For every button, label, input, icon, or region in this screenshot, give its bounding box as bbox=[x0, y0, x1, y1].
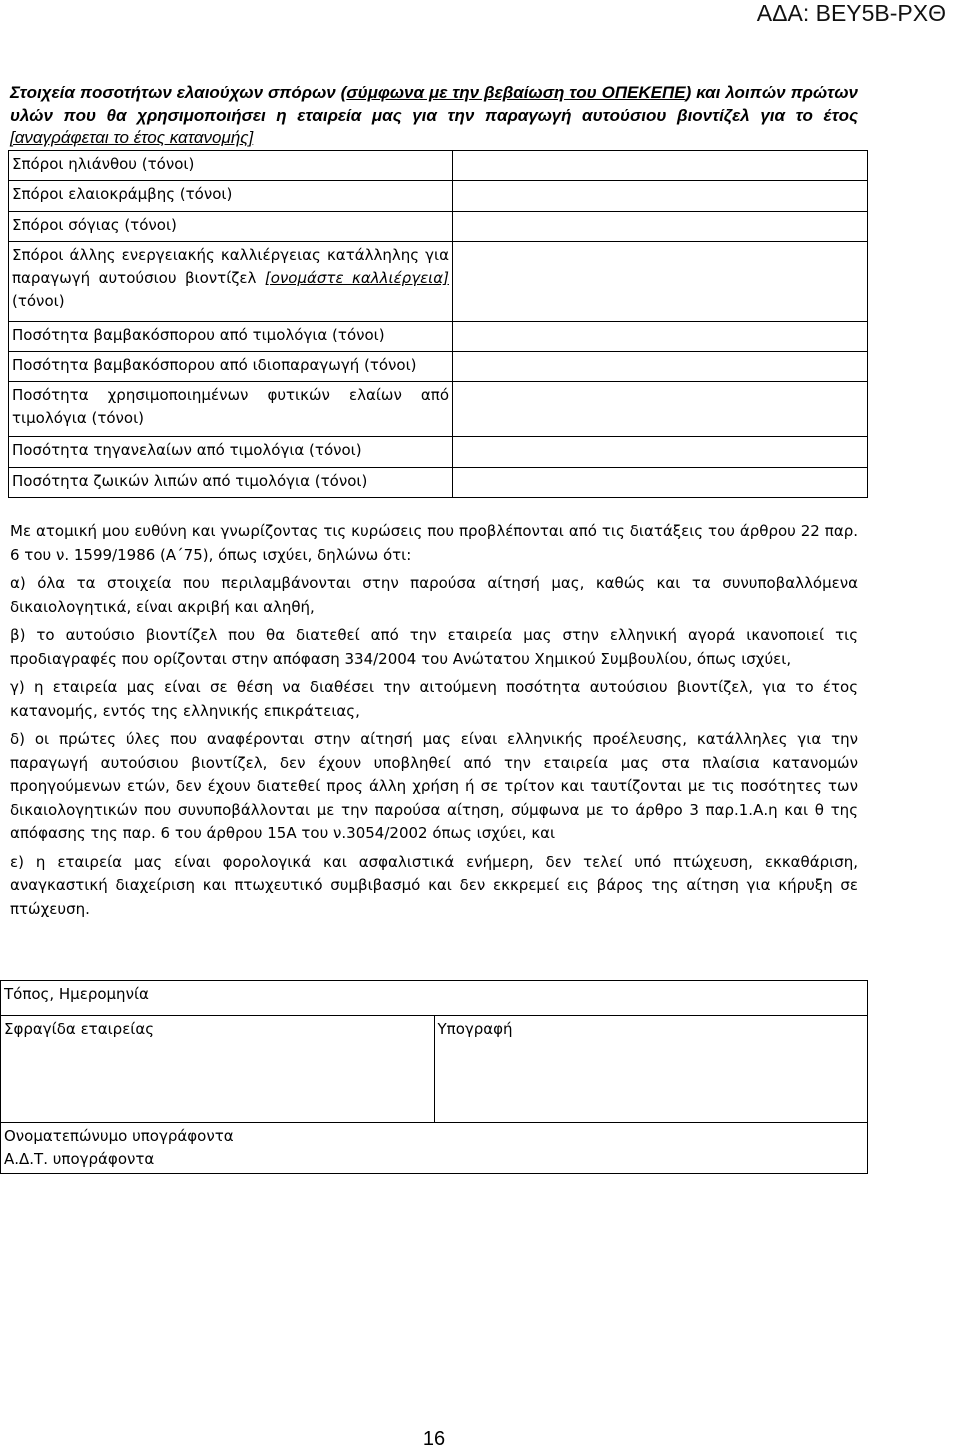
declaration-intro: Με ατομική μου ευθύνη και γνωρίζοντας τις κυρώσεις που προβλέπονται από τις διατάξεις του άρθρου 22 παρ. 6 του ν. 1599/1986 (Α΄75), όπως ισχύει, δηλώνω ότι: bbox=[10, 522, 858, 564]
value-cell[interactable] bbox=[453, 181, 868, 211]
row-label bbox=[9, 241, 453, 321]
row-label: Ποσότητα ζωικών λιπών από τιμολόγια (τόνοι) bbox=[9, 467, 453, 497]
heading-underlined: σύμφωνα με την βεβαίωση του ΟΠΕΚΕΠΕ bbox=[346, 83, 686, 102]
row-label: Ποσότητα χρησιμοποιημένων φυτικών ελαίων από τιμολόγια (τόνοι) bbox=[9, 382, 453, 437]
table-row bbox=[9, 321, 868, 351]
table-row bbox=[9, 352, 868, 382]
heading-part2: ) και λοιπών πρώτων υλών που θα χρησιμοποιήσει η εταιρεία μας για την παραγωγή αυτούσιου βιοντίζελ για το έτος bbox=[10, 83, 858, 125]
place-date-label: Τόπος, Ημερομηνία bbox=[4, 985, 149, 1003]
table-row bbox=[1, 1123, 868, 1174]
value-cell[interactable] bbox=[453, 321, 868, 351]
declaration bbox=[10, 520, 858, 926]
signature-table bbox=[0, 980, 868, 1174]
row-label: Σπόροι σόγιας (τόνοι) bbox=[9, 211, 453, 241]
page-number: 16 bbox=[422, 1428, 446, 1450]
signature-cell[interactable] bbox=[434, 1016, 868, 1123]
signer-info-cell[interactable] bbox=[1, 1123, 868, 1174]
row-label: Σπόροι ηλιάνθου (τόνοι) bbox=[9, 151, 453, 181]
declaration-item-c: γ) η εταιρεία μας είναι σε θέση να διαθέσει την αιτούμενη ποσότητα αυτούσιου βιοντίζελ, για το έτος κατανομής, εντός της ελληνικής επικράτειας, bbox=[10, 678, 858, 720]
table-row bbox=[9, 382, 868, 437]
row-label-unit: (τόνοι) bbox=[12, 291, 65, 310]
value-cell[interactable] bbox=[453, 467, 868, 497]
value-cell[interactable] bbox=[453, 241, 868, 321]
section-heading bbox=[10, 82, 858, 150]
row-label: Ποσότητα βαμβακόσπορου από ιδιοπαραγωγή (τόνοι) bbox=[9, 352, 453, 382]
row-label: Σπόροι ελαιοκράμβης (τόνοι) bbox=[9, 181, 453, 211]
heading-part1: Στοιχεία ποσοτήτων ελαιούχων σπόρων ( bbox=[10, 83, 347, 102]
value-cell[interactable] bbox=[453, 437, 868, 467]
declaration-item-b: β) το αυτούσιο βιοντίζελ που θα διατεθεί από την εταιρεία μας στην ελληνική αγορά ικανοποιεί τις προδιαγραφές που ορίζονται στην απόφαση 334/2004 του Ανώτατου Χημικού Συμβουλίου, όπως ισχύει, bbox=[10, 626, 858, 668]
place-date-cell[interactable] bbox=[1, 981, 868, 1016]
signature-label: Υπογραφή bbox=[437, 1020, 513, 1038]
table-row bbox=[9, 467, 868, 497]
table-row bbox=[9, 211, 868, 241]
row-label-text: Σπόροι άλλης ενεργειακής καλλιέργειας κατάλληλης για παραγωγή αυτούσιου βιοντίζελ bbox=[12, 245, 449, 287]
declaration-item-a: α) όλα τα στοιχεία που περιλαμβάνονται στην παρούσα αίτησή μας, καθώς και τα συνυποβαλλόμενα δικαιολογητικά, είναι ακριβή και αληθή, bbox=[10, 574, 858, 616]
value-cell[interactable] bbox=[453, 352, 868, 382]
table-row bbox=[1, 1016, 868, 1123]
heading-note: [αναγράφεται το έτος κατανομής] bbox=[10, 128, 254, 147]
value-cell[interactable] bbox=[453, 151, 868, 181]
stamp-label: Σφραγίδα εταιρείας bbox=[4, 1020, 155, 1038]
row-label: Ποσότητα τηγανελαίων από τιμολόγια (τόνοι) bbox=[9, 437, 453, 467]
value-cell[interactable] bbox=[453, 382, 868, 437]
table-row bbox=[9, 181, 868, 211]
table-row bbox=[9, 241, 868, 321]
crop-name-note: [ονομάστε καλλιέργεια] bbox=[264, 268, 449, 287]
table-row bbox=[1, 981, 868, 1016]
signer-name-label: Ονοματεπώνυμο υπογράφοντα bbox=[4, 1127, 234, 1145]
quantities-table bbox=[8, 150, 868, 498]
declaration-item-d: δ) οι πρώτες ύλες που αναφέρονται στην αίτησή μας είναι ελληνικής προέλευσης, κατάλληλες για την παραγωγή αυτούσιου βιοντίζελ, δεν έχουν υποβληθεί από την εταιρεία μας στα πλαίσια κατανομών προηγούμενων ετών, δεν έχουν διατεθεί προς άλλη χρήση ή σε τρίτον και ταυτίζονται με τις ποσότητες των δικαιολογητικών που συνυποβάλλονται με την παρούσα αίτηση, σύμφωνα με το άρθρο 3 παρ.1.Α.η και θ της απόφασης της παρ. 6 του άρθρου 15Α του ν.3054/2002 όπως ισχύει, και bbox=[10, 730, 858, 842]
table-row bbox=[9, 437, 868, 467]
row-label: Ποσότητα βαμβακόσπορου από τιμολόγια (τόνοι) bbox=[9, 321, 453, 351]
table-row bbox=[9, 151, 868, 181]
signer-id-label: Α.Δ.Τ. υπογράφοντα bbox=[4, 1150, 155, 1168]
declaration-item-e: ε) η εταιρεία μας είναι φορολογικά και ασφαλιστικά ενήμερη, δεν τελεί υπό πτώχευση, εκκαθάριση, αναγκαστική διαχείριση και πτωχευτικό συμβιβασμό και δεν εκκρεμεί εις βάρος της αίτηση για κήρυξη σε πτώχευση. bbox=[10, 852, 858, 918]
ada-code: ΑΔΑ: ΒΕΥ5Β-ΡΧΘ bbox=[756, 0, 946, 26]
value-cell[interactable] bbox=[453, 211, 868, 241]
stamp-cell[interactable] bbox=[1, 1016, 435, 1123]
